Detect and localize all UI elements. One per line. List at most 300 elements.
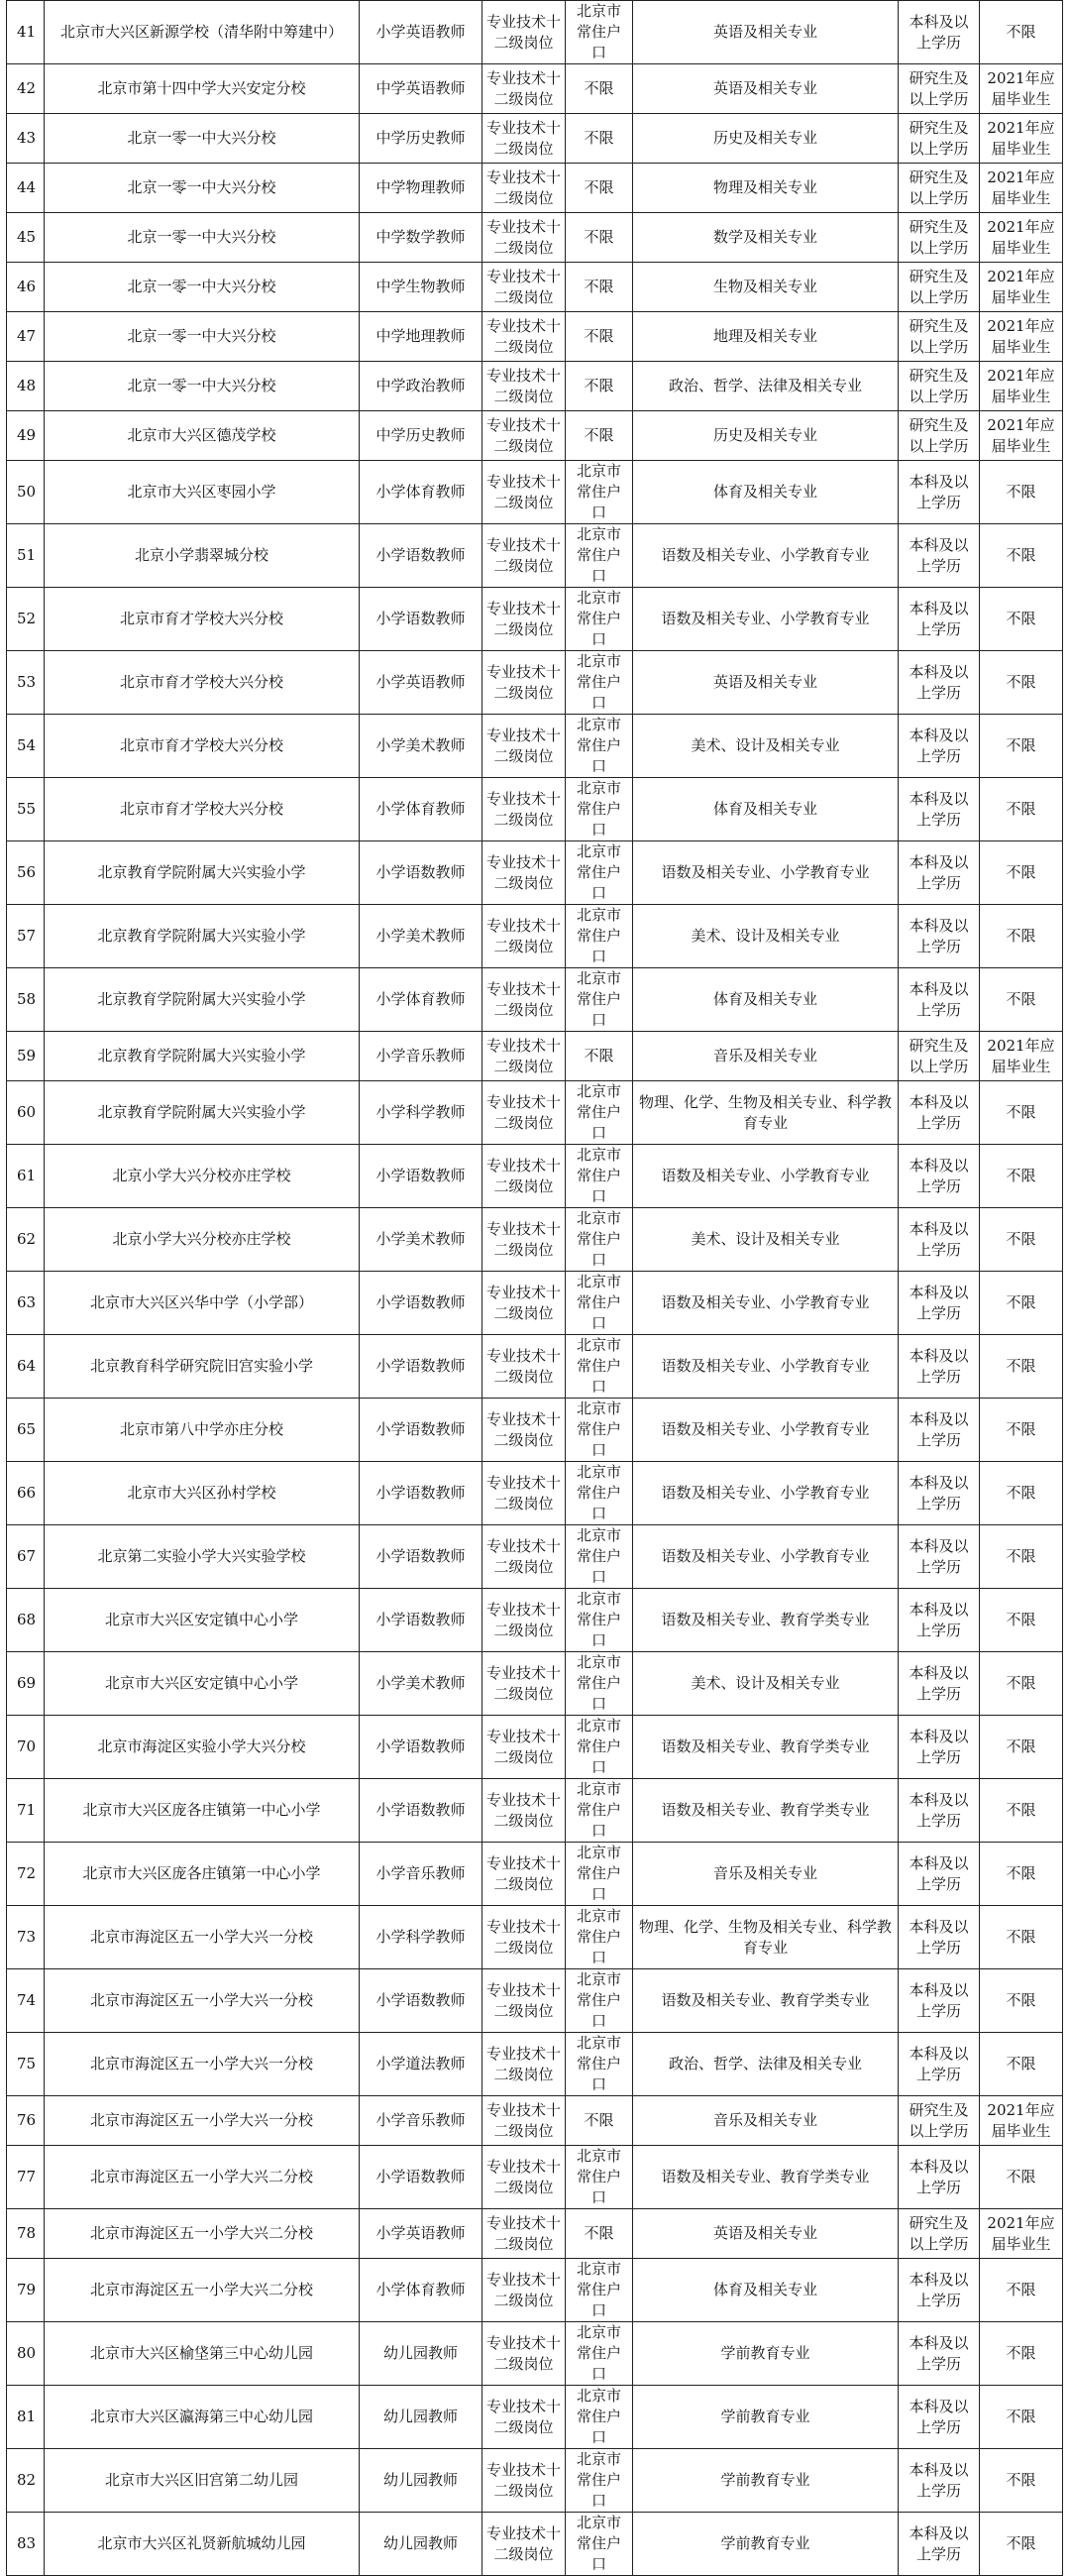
row-number: 76 bbox=[7, 2096, 45, 2146]
other-requirement: 不限 bbox=[980, 651, 1063, 715]
education-requirement: 本科及以上学历 bbox=[899, 1399, 980, 1462]
school-name: 北京市海淀区五一小学大兴一分校 bbox=[45, 2096, 360, 2146]
other-requirement: 不限 bbox=[980, 1906, 1063, 1969]
row-number: 82 bbox=[7, 2449, 45, 2513]
position-level: 专业技术十二级岗位 bbox=[482, 651, 566, 715]
major-requirement: 地理及相关专业 bbox=[633, 312, 899, 362]
row-number: 58 bbox=[7, 968, 45, 1032]
major-requirement: 历史及相关专业 bbox=[633, 114, 899, 164]
row-number: 54 bbox=[7, 715, 45, 778]
table-row bbox=[7, 1652, 1063, 1716]
position-name: 小学语数教师 bbox=[360, 1589, 482, 1652]
position-name: 小学语数教师 bbox=[360, 1779, 482, 1843]
other-requirement: 不限 bbox=[980, 2449, 1063, 2513]
position-name: 小学音乐教师 bbox=[360, 2096, 482, 2146]
table-row bbox=[7, 362, 1063, 411]
other-requirement: 不限 bbox=[980, 1399, 1063, 1462]
hukou-requirement: 北京市常住户口 bbox=[566, 1525, 633, 1589]
major-requirement: 政治、哲学、法律及相关专业 bbox=[633, 362, 899, 411]
table-row bbox=[7, 841, 1063, 905]
school-name: 北京教育学院附属大兴实验小学 bbox=[45, 905, 360, 968]
school-name: 北京市大兴区孙村学校 bbox=[45, 1462, 360, 1525]
position-level: 专业技术十二级岗位 bbox=[482, 312, 566, 362]
row-number: 80 bbox=[7, 2322, 45, 2386]
major-requirement: 学前教育专业 bbox=[633, 2386, 899, 2449]
row-number: 56 bbox=[7, 841, 45, 905]
position-name: 中学生物教师 bbox=[360, 263, 482, 312]
row-number: 71 bbox=[7, 1779, 45, 1843]
row-number: 72 bbox=[7, 1843, 45, 1906]
education-requirement: 研究生及以上学历 bbox=[899, 411, 980, 461]
table-row bbox=[7, 588, 1063, 651]
row-number: 70 bbox=[7, 1716, 45, 1779]
position-level: 专业技术十二级岗位 bbox=[482, 1652, 566, 1716]
major-requirement: 政治、哲学、法律及相关专业 bbox=[633, 2033, 899, 2096]
row-number: 63 bbox=[7, 1272, 45, 1335]
table-row bbox=[7, 2259, 1063, 2322]
row-number: 42 bbox=[7, 64, 45, 114]
position-name: 小学美术教师 bbox=[360, 1652, 482, 1716]
major-requirement: 英语及相关专业 bbox=[633, 651, 899, 715]
major-requirement: 学前教育专业 bbox=[633, 2322, 899, 2386]
education-requirement: 本科及以上学历 bbox=[899, 841, 980, 905]
education-requirement: 本科及以上学历 bbox=[899, 2033, 980, 2096]
education-requirement: 本科及以上学历 bbox=[899, 524, 980, 588]
school-name: 北京一零一中大兴分校 bbox=[45, 312, 360, 362]
position-level: 专业技术十二级岗位 bbox=[482, 213, 566, 263]
table-row bbox=[7, 2033, 1063, 2096]
table-row bbox=[7, 2146, 1063, 2209]
school-name: 北京小学翡翠城分校 bbox=[45, 524, 360, 588]
table-row bbox=[7, 411, 1063, 461]
education-requirement: 本科及以上学历 bbox=[899, 588, 980, 651]
position-name: 幼儿园教师 bbox=[360, 2322, 482, 2386]
position-name: 中学地理教师 bbox=[360, 312, 482, 362]
major-requirement: 体育及相关专业 bbox=[633, 461, 899, 524]
major-requirement: 英语及相关专业 bbox=[633, 1, 899, 64]
school-name: 北京市大兴区瀛海第三中心幼儿园 bbox=[45, 2386, 360, 2449]
major-requirement: 体育及相关专业 bbox=[633, 968, 899, 1032]
hukou-requirement: 北京市常住户口 bbox=[566, 778, 633, 841]
other-requirement: 不限 bbox=[980, 1652, 1063, 1716]
table-row bbox=[7, 1335, 1063, 1399]
position-name: 中学数学教师 bbox=[360, 213, 482, 263]
education-requirement: 本科及以上学历 bbox=[899, 778, 980, 841]
education-requirement: 本科及以上学历 bbox=[899, 1716, 980, 1779]
school-name: 北京小学大兴分校亦庄学校 bbox=[45, 1208, 360, 1272]
school-name: 北京市大兴区榆垡第三中心幼儿园 bbox=[45, 2322, 360, 2386]
school-name: 北京市海淀区五一小学大兴一分校 bbox=[45, 1969, 360, 2033]
table-row bbox=[7, 164, 1063, 213]
other-requirement: 不限 bbox=[980, 2146, 1063, 2209]
education-requirement: 本科及以上学历 bbox=[899, 1208, 980, 1272]
table-row bbox=[7, 1906, 1063, 1969]
position-level: 专业技术十二级岗位 bbox=[482, 1399, 566, 1462]
other-requirement: 2021年应届毕业生 bbox=[980, 114, 1063, 164]
position-level: 专业技术十二级岗位 bbox=[482, 1843, 566, 1906]
education-requirement: 研究生及以上学历 bbox=[899, 2096, 980, 2146]
position-level: 专业技术十二级岗位 bbox=[482, 362, 566, 411]
hukou-requirement: 北京市常住户口 bbox=[566, 524, 633, 588]
hukou-requirement: 北京市常住户口 bbox=[566, 461, 633, 524]
row-number: 65 bbox=[7, 1399, 45, 1462]
row-number: 79 bbox=[7, 2259, 45, 2322]
hukou-requirement: 不限 bbox=[566, 2209, 633, 2259]
position-name: 小学美术教师 bbox=[360, 715, 482, 778]
hukou-requirement: 北京市常住户口 bbox=[566, 2259, 633, 2322]
table-row bbox=[7, 778, 1063, 841]
education-requirement: 本科及以上学历 bbox=[899, 715, 980, 778]
position-level: 专业技术十二级岗位 bbox=[482, 841, 566, 905]
position-name: 小学音乐教师 bbox=[360, 1843, 482, 1906]
other-requirement: 不限 bbox=[980, 715, 1063, 778]
position-name: 小学语数教师 bbox=[360, 2146, 482, 2209]
education-requirement: 研究生及以上学历 bbox=[899, 114, 980, 164]
position-level: 专业技术十二级岗位 bbox=[482, 1032, 566, 1081]
row-number: 41 bbox=[7, 1, 45, 64]
row-number: 81 bbox=[7, 2386, 45, 2449]
other-requirement: 不限 bbox=[980, 524, 1063, 588]
major-requirement: 体育及相关专业 bbox=[633, 778, 899, 841]
education-requirement: 研究生及以上学历 bbox=[899, 362, 980, 411]
position-name: 小学美术教师 bbox=[360, 905, 482, 968]
position-level: 专业技术十二级岗位 bbox=[482, 263, 566, 312]
row-number: 46 bbox=[7, 263, 45, 312]
position-level: 专业技术十二级岗位 bbox=[482, 905, 566, 968]
other-requirement: 不限 bbox=[980, 1145, 1063, 1208]
major-requirement: 语数及相关专业、小学教育专业 bbox=[633, 1525, 899, 1589]
position-name: 小学体育教师 bbox=[360, 461, 482, 524]
table-row bbox=[7, 1462, 1063, 1525]
major-requirement: 语数及相关专业、小学教育专业 bbox=[633, 1462, 899, 1525]
school-name: 北京市大兴区庞各庄镇第一中心小学 bbox=[45, 1843, 360, 1906]
education-requirement: 本科及以上学历 bbox=[899, 1843, 980, 1906]
school-name: 北京教育学院附属大兴实验小学 bbox=[45, 1081, 360, 1145]
school-name: 北京市大兴区枣园小学 bbox=[45, 461, 360, 524]
school-name: 北京市大兴区庞各庄镇第一中心小学 bbox=[45, 1779, 360, 1843]
position-name: 小学语数教师 bbox=[360, 841, 482, 905]
table-row bbox=[7, 213, 1063, 263]
hukou-requirement: 北京市常住户口 bbox=[566, 2449, 633, 2513]
row-number: 53 bbox=[7, 651, 45, 715]
table-row bbox=[7, 2386, 1063, 2449]
row-number: 75 bbox=[7, 2033, 45, 2096]
other-requirement: 不限 bbox=[980, 1272, 1063, 1335]
position-level: 专业技术十二级岗位 bbox=[482, 778, 566, 841]
major-requirement: 美术、设计及相关专业 bbox=[633, 1652, 899, 1716]
major-requirement: 历史及相关专业 bbox=[633, 411, 899, 461]
table-row bbox=[7, 2096, 1063, 2146]
row-number: 44 bbox=[7, 164, 45, 213]
major-requirement: 语数及相关专业、教育学类专业 bbox=[633, 1589, 899, 1652]
major-requirement: 语数及相关专业、小学教育专业 bbox=[633, 588, 899, 651]
position-name: 中学英语教师 bbox=[360, 64, 482, 114]
hukou-requirement: 北京市常住户口 bbox=[566, 2513, 633, 2576]
position-level: 专业技术十二级岗位 bbox=[482, 2146, 566, 2209]
position-level: 专业技术十二级岗位 bbox=[482, 411, 566, 461]
table-row bbox=[7, 263, 1063, 312]
school-name: 北京一零一中大兴分校 bbox=[45, 263, 360, 312]
recruitment-table bbox=[6, 0, 1063, 2576]
education-requirement: 本科及以上学历 bbox=[899, 1652, 980, 1716]
school-name: 北京教育学院附属大兴实验小学 bbox=[45, 968, 360, 1032]
education-requirement: 本科及以上学历 bbox=[899, 1779, 980, 1843]
position-level: 专业技术十二级岗位 bbox=[482, 1, 566, 64]
position-name: 小学语数教师 bbox=[360, 1145, 482, 1208]
education-requirement: 研究生及以上学历 bbox=[899, 263, 980, 312]
hukou-requirement: 北京市常住户口 bbox=[566, 715, 633, 778]
hukou-requirement: 不限 bbox=[566, 1032, 633, 1081]
school-name: 北京教育学院附属大兴实验小学 bbox=[45, 841, 360, 905]
school-name: 北京市大兴区礼贤新航城幼儿园 bbox=[45, 2513, 360, 2576]
position-name: 小学体育教师 bbox=[360, 778, 482, 841]
school-name: 北京一零一中大兴分校 bbox=[45, 114, 360, 164]
education-requirement: 研究生及以上学历 bbox=[899, 312, 980, 362]
major-requirement: 生物及相关专业 bbox=[633, 263, 899, 312]
school-name: 北京市大兴区德茂学校 bbox=[45, 411, 360, 461]
position-name: 小学语数教师 bbox=[360, 1716, 482, 1779]
position-name: 幼儿园教师 bbox=[360, 2513, 482, 2576]
major-requirement: 美术、设计及相关专业 bbox=[633, 715, 899, 778]
table-row bbox=[7, 64, 1063, 114]
table-row bbox=[7, 1032, 1063, 1081]
position-level: 专业技术十二级岗位 bbox=[482, 2322, 566, 2386]
education-requirement: 本科及以上学历 bbox=[899, 1335, 980, 1399]
position-level: 专业技术十二级岗位 bbox=[482, 1462, 566, 1525]
position-level: 专业技术十二级岗位 bbox=[482, 2449, 566, 2513]
other-requirement: 不限 bbox=[980, 588, 1063, 651]
hukou-requirement: 北京市常住户口 bbox=[566, 1399, 633, 1462]
position-level: 专业技术十二级岗位 bbox=[482, 2096, 566, 2146]
education-requirement: 研究生及以上学历 bbox=[899, 213, 980, 263]
other-requirement: 2021年应届毕业生 bbox=[980, 164, 1063, 213]
row-number: 69 bbox=[7, 1652, 45, 1716]
hukou-requirement: 北京市常住户口 bbox=[566, 1462, 633, 1525]
other-requirement: 不限 bbox=[980, 2513, 1063, 2576]
row-number: 60 bbox=[7, 1081, 45, 1145]
position-level: 专业技术十二级岗位 bbox=[482, 2513, 566, 2576]
table-row bbox=[7, 715, 1063, 778]
other-requirement: 2021年应届毕业生 bbox=[980, 213, 1063, 263]
major-requirement: 美术、设计及相关专业 bbox=[633, 1208, 899, 1272]
position-level: 专业技术十二级岗位 bbox=[482, 968, 566, 1032]
education-requirement: 本科及以上学历 bbox=[899, 1589, 980, 1652]
other-requirement: 不限 bbox=[980, 1335, 1063, 1399]
hukou-requirement: 北京市常住户口 bbox=[566, 2322, 633, 2386]
position-level: 专业技术十二级岗位 bbox=[482, 164, 566, 213]
position-level: 专业技术十二级岗位 bbox=[482, 524, 566, 588]
hukou-requirement: 不限 bbox=[566, 362, 633, 411]
row-number: 78 bbox=[7, 2209, 45, 2259]
hukou-requirement: 北京市常住户口 bbox=[566, 905, 633, 968]
major-requirement: 语数及相关专业、教育学类专业 bbox=[633, 1716, 899, 1779]
table-row bbox=[7, 1081, 1063, 1145]
row-number: 43 bbox=[7, 114, 45, 164]
hukou-requirement: 北京市常住户口 bbox=[566, 1652, 633, 1716]
position-name: 小学美术教师 bbox=[360, 1208, 482, 1272]
table-row bbox=[7, 905, 1063, 968]
table-row bbox=[7, 2513, 1063, 2576]
table-row bbox=[7, 1145, 1063, 1208]
position-name: 小学语数教师 bbox=[360, 1969, 482, 2033]
table-row bbox=[7, 1779, 1063, 1843]
major-requirement: 英语及相关专业 bbox=[633, 2209, 899, 2259]
position-name: 小学英语教师 bbox=[360, 651, 482, 715]
major-requirement: 语数及相关专业、小学教育专业 bbox=[633, 1272, 899, 1335]
row-number: 57 bbox=[7, 905, 45, 968]
other-requirement: 2021年应届毕业生 bbox=[980, 263, 1063, 312]
row-number: 83 bbox=[7, 2513, 45, 2576]
hukou-requirement: 不限 bbox=[566, 114, 633, 164]
position-name: 中学历史教师 bbox=[360, 411, 482, 461]
position-name: 中学物理教师 bbox=[360, 164, 482, 213]
position-level: 专业技术十二级岗位 bbox=[482, 588, 566, 651]
row-number: 48 bbox=[7, 362, 45, 411]
hukou-requirement: 不限 bbox=[566, 312, 633, 362]
school-name: 北京市大兴区兴华中学（小学部） bbox=[45, 1272, 360, 1335]
school-name: 北京市大兴区旧宫第二幼儿园 bbox=[45, 2449, 360, 2513]
row-number: 66 bbox=[7, 1462, 45, 1525]
school-name: 北京市育才学校大兴分校 bbox=[45, 715, 360, 778]
education-requirement: 本科及以上学历 bbox=[899, 2259, 980, 2322]
school-name: 北京市育才学校大兴分校 bbox=[45, 651, 360, 715]
other-requirement: 不限 bbox=[980, 1969, 1063, 2033]
school-name: 北京教育学院附属大兴实验小学 bbox=[45, 1032, 360, 1081]
other-requirement: 不限 bbox=[980, 1779, 1063, 1843]
position-level: 专业技术十二级岗位 bbox=[482, 2386, 566, 2449]
school-name: 北京市大兴区新源学校（清华附中筹建中） bbox=[45, 1, 360, 64]
other-requirement: 不限 bbox=[980, 778, 1063, 841]
major-requirement: 学前教育专业 bbox=[633, 2513, 899, 2576]
school-name: 北京一零一中大兴分校 bbox=[45, 164, 360, 213]
other-requirement: 2021年应届毕业生 bbox=[980, 1032, 1063, 1081]
hukou-requirement: 北京市常住户口 bbox=[566, 1335, 633, 1399]
major-requirement: 语数及相关专业、教育学类专业 bbox=[633, 1969, 899, 2033]
position-name: 小学音乐教师 bbox=[360, 1032, 482, 1081]
hukou-requirement: 北京市常住户口 bbox=[566, 1272, 633, 1335]
major-requirement: 物理及相关专业 bbox=[633, 164, 899, 213]
row-number: 73 bbox=[7, 1906, 45, 1969]
other-requirement: 2021年应届毕业生 bbox=[980, 362, 1063, 411]
hukou-requirement: 不限 bbox=[566, 263, 633, 312]
other-requirement: 不限 bbox=[980, 2033, 1063, 2096]
other-requirement: 不限 bbox=[980, 2259, 1063, 2322]
table-row bbox=[7, 1969, 1063, 2033]
education-requirement: 研究生及以上学历 bbox=[899, 1032, 980, 1081]
position-level: 专业技术十二级岗位 bbox=[482, 2259, 566, 2322]
hukou-requirement: 北京市常住户口 bbox=[566, 651, 633, 715]
position-level: 专业技术十二级岗位 bbox=[482, 1525, 566, 1589]
other-requirement: 不限 bbox=[980, 1589, 1063, 1652]
position-name: 小学语数教师 bbox=[360, 1462, 482, 1525]
hukou-requirement: 不限 bbox=[566, 213, 633, 263]
position-name: 小学科学教师 bbox=[360, 1081, 482, 1145]
hukou-requirement: 北京市常住户口 bbox=[566, 588, 633, 651]
education-requirement: 本科及以上学历 bbox=[899, 2386, 980, 2449]
row-number: 77 bbox=[7, 2146, 45, 2209]
row-number: 68 bbox=[7, 1589, 45, 1652]
education-requirement: 本科及以上学历 bbox=[899, 2513, 980, 2576]
other-requirement: 不限 bbox=[980, 1462, 1063, 1525]
row-number: 47 bbox=[7, 312, 45, 362]
row-number: 61 bbox=[7, 1145, 45, 1208]
school-name: 北京市海淀区实验小学大兴分校 bbox=[45, 1716, 360, 1779]
education-requirement: 本科及以上学历 bbox=[899, 461, 980, 524]
other-requirement: 不限 bbox=[980, 2322, 1063, 2386]
position-name: 小学语数教师 bbox=[360, 1525, 482, 1589]
other-requirement: 不限 bbox=[980, 2386, 1063, 2449]
position-level: 专业技术十二级岗位 bbox=[482, 114, 566, 164]
school-name: 北京市海淀区五一小学大兴二分校 bbox=[45, 2259, 360, 2322]
row-number: 62 bbox=[7, 1208, 45, 1272]
major-requirement: 语数及相关专业、小学教育专业 bbox=[633, 524, 899, 588]
row-number: 51 bbox=[7, 524, 45, 588]
hukou-requirement: 北京市常住户口 bbox=[566, 1969, 633, 2033]
major-requirement: 语数及相关专业、教育学类专业 bbox=[633, 2146, 899, 2209]
position-level: 专业技术十二级岗位 bbox=[482, 1335, 566, 1399]
school-name: 北京第二实验小学大兴实验学校 bbox=[45, 1525, 360, 1589]
table-row bbox=[7, 1399, 1063, 1462]
major-requirement: 语数及相关专业、教育学类专业 bbox=[633, 1779, 899, 1843]
position-level: 专业技术十二级岗位 bbox=[482, 2033, 566, 2096]
other-requirement: 2021年应届毕业生 bbox=[980, 2096, 1063, 2146]
other-requirement: 不限 bbox=[980, 1081, 1063, 1145]
major-requirement: 音乐及相关专业 bbox=[633, 1032, 899, 1081]
major-requirement: 音乐及相关专业 bbox=[633, 2096, 899, 2146]
hukou-requirement: 北京市常住户口 bbox=[566, 1, 633, 64]
hukou-requirement: 不限 bbox=[566, 411, 633, 461]
major-requirement: 学前教育专业 bbox=[633, 2449, 899, 2513]
major-requirement: 语数及相关专业、小学教育专业 bbox=[633, 1335, 899, 1399]
row-number: 59 bbox=[7, 1032, 45, 1081]
hukou-requirement: 北京市常住户口 bbox=[566, 1208, 633, 1272]
table-row bbox=[7, 1843, 1063, 1906]
position-name: 小学语数教师 bbox=[360, 1335, 482, 1399]
hukou-requirement: 北京市常住户口 bbox=[566, 2386, 633, 2449]
table-row bbox=[7, 968, 1063, 1032]
position-level: 专业技术十二级岗位 bbox=[482, 715, 566, 778]
major-requirement: 语数及相关专业、小学教育专业 bbox=[633, 841, 899, 905]
education-requirement: 研究生及以上学历 bbox=[899, 64, 980, 114]
education-requirement: 本科及以上学历 bbox=[899, 1145, 980, 1208]
major-requirement: 语数及相关专业、小学教育专业 bbox=[633, 1399, 899, 1462]
school-name: 北京市育才学校大兴分校 bbox=[45, 778, 360, 841]
school-name: 北京市海淀区五一小学大兴二分校 bbox=[45, 2146, 360, 2209]
major-requirement: 语数及相关专业、小学教育专业 bbox=[633, 1145, 899, 1208]
school-name: 北京市育才学校大兴分校 bbox=[45, 588, 360, 651]
other-requirement: 不限 bbox=[980, 461, 1063, 524]
school-name: 北京市大兴区安定镇中心小学 bbox=[45, 1589, 360, 1652]
table-row bbox=[7, 2322, 1063, 2386]
hukou-requirement: 不限 bbox=[566, 2096, 633, 2146]
education-requirement: 本科及以上学历 bbox=[899, 1525, 980, 1589]
position-level: 专业技术十二级岗位 bbox=[482, 1081, 566, 1145]
position-name: 中学历史教师 bbox=[360, 114, 482, 164]
table-row bbox=[7, 1589, 1063, 1652]
education-requirement: 本科及以上学历 bbox=[899, 968, 980, 1032]
hukou-requirement: 北京市常住户口 bbox=[566, 1906, 633, 1969]
major-requirement: 物理、化学、生物及相关专业、科学教育专业 bbox=[633, 1081, 899, 1145]
other-requirement: 不限 bbox=[980, 905, 1063, 968]
hukou-requirement: 北京市常住户口 bbox=[566, 1081, 633, 1145]
position-name: 中学政治教师 bbox=[360, 362, 482, 411]
hukou-requirement: 北京市常住户口 bbox=[566, 1716, 633, 1779]
school-name: 北京一零一中大兴分校 bbox=[45, 213, 360, 263]
other-requirement: 不限 bbox=[980, 968, 1063, 1032]
row-number: 55 bbox=[7, 778, 45, 841]
position-level: 专业技术十二级岗位 bbox=[482, 64, 566, 114]
hukou-requirement: 不限 bbox=[566, 64, 633, 114]
